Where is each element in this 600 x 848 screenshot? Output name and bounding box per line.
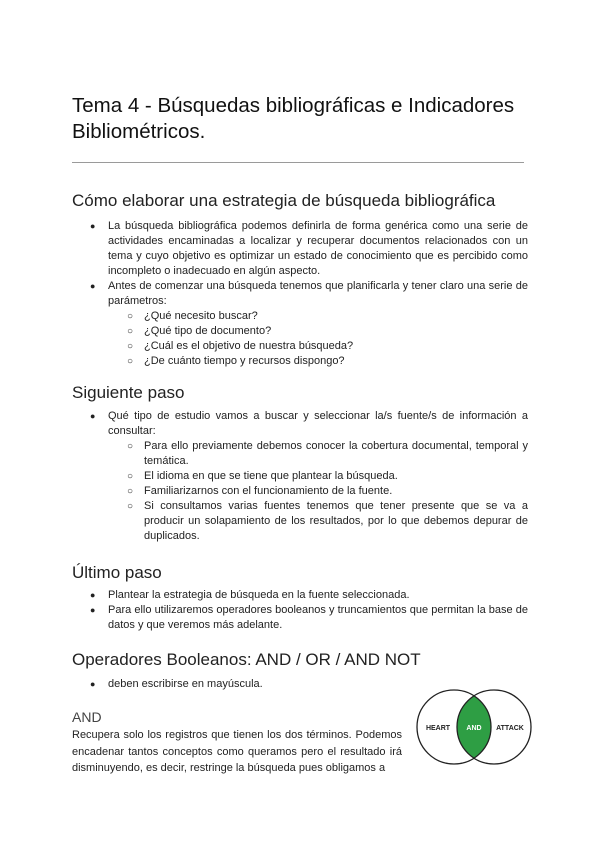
bullet-icon: ● xyxy=(90,605,96,615)
list-item: ● Qué tipo de estudio vamos a buscar y seleccionar la/s fuente/s de información a consultar: xyxy=(90,410,528,437)
venn-left-label: HEART xyxy=(425,725,451,732)
list-item: ● Antes de comenzar una búsqueda tenemos que planificarla y tener claro una serie de parámetros: xyxy=(90,280,528,307)
sub-list-item: ○ ¿Qué necesito buscar? xyxy=(127,310,258,322)
sub-bullet-icon: ○ xyxy=(127,326,134,337)
bullet-icon: ● xyxy=(90,281,96,291)
subsection-heading-and: AND xyxy=(72,709,102,725)
document-title: Tema 4 - Búsquedas bibliográficas e Indicadores Bibliométricos. xyxy=(72,94,515,143)
sub-bullet-icon: ○ xyxy=(127,486,134,497)
sub-bullet-icon: ○ xyxy=(127,501,134,512)
venn-right-label: ATTACK xyxy=(496,725,524,732)
section-heading-next-step: Siguiente paso xyxy=(72,383,185,402)
sub-list-item: ○ Familiarizarnos con el funcionamiento de la fuente. xyxy=(127,485,393,497)
bullet-icon: ● xyxy=(90,221,96,231)
section-heading-last-step: Último paso xyxy=(72,563,162,582)
sub-list-item: ○ Para ello previamente debemos conocer la cobertura documental, temporal y temática. xyxy=(127,440,528,467)
sub-bullet-icon: ○ xyxy=(127,341,134,352)
list-item: ● La búsqueda bibliográfica podemos definirla de forma genérica como una serie de actividades encaminadas a localizar y recuperar documentos relacionados con un tema y cuyo objetivo es optimizar un estado de conocimiento que es percibido como incompleto o inadecuado en algún aspecto. xyxy=(90,220,528,277)
section-body-last-step xyxy=(72,588,528,633)
list-item: ● deben escribirse en mayúscula. xyxy=(90,678,263,690)
list-item: ● Plantear la estrategia de búsqueda en la fuente seleccionada. xyxy=(90,589,410,601)
sub-list-item: ○ Si consultamos varias fuentes tenemos que tener presente que se va a producir un solapamiento de los resultados, por lo que debemos depurar de duplicados. xyxy=(127,500,528,542)
section-heading-strategy: Cómo elaborar una estrategia de búsqueda bibliográfica xyxy=(72,191,496,210)
sub-list-item: ○ El idioma en que se tiene que plantear la búsqueda. xyxy=(127,470,398,482)
bullet-icon: ● xyxy=(90,411,96,421)
sub-bullet-icon: ○ xyxy=(127,471,134,482)
section-heading-boolean-operators: Operadores Booleanos: AND / OR / AND NOT xyxy=(72,650,421,669)
sub-bullet-icon: ○ xyxy=(127,441,134,452)
venn-diagram xyxy=(412,688,536,766)
sub-bullet-icon: ○ xyxy=(127,311,134,322)
and-description: Recupera solo los registros que tienen los dos términos. Podemos encadenar tantos conceptos como queramos pero el resultado irá disminuyendo, es decir, restringe la búsqueda pues obligamos a xyxy=(72,729,402,774)
sub-bullet-icon: ○ xyxy=(127,356,134,367)
section-body-strategy xyxy=(72,219,528,369)
section-body-next-step xyxy=(72,409,528,544)
list-item: ● Para ello utilizaremos operadores booleanos y truncamientos que permitan la base de datos y que veremos más adelante. xyxy=(90,604,528,631)
sub-list-item: ○ ¿Cuál es el objetivo de nuestra búsqueda? xyxy=(127,340,354,352)
venn-center-label: AND xyxy=(466,725,482,732)
sub-list-item: ○ ¿Qué tipo de documento? xyxy=(127,325,272,337)
sub-list-item: ○ ¿De cuánto tiempo y recursos dispongo? xyxy=(127,355,345,367)
bullet-icon: ● xyxy=(90,590,96,600)
title-divider xyxy=(72,162,524,163)
bullet-icon: ● xyxy=(90,679,96,689)
